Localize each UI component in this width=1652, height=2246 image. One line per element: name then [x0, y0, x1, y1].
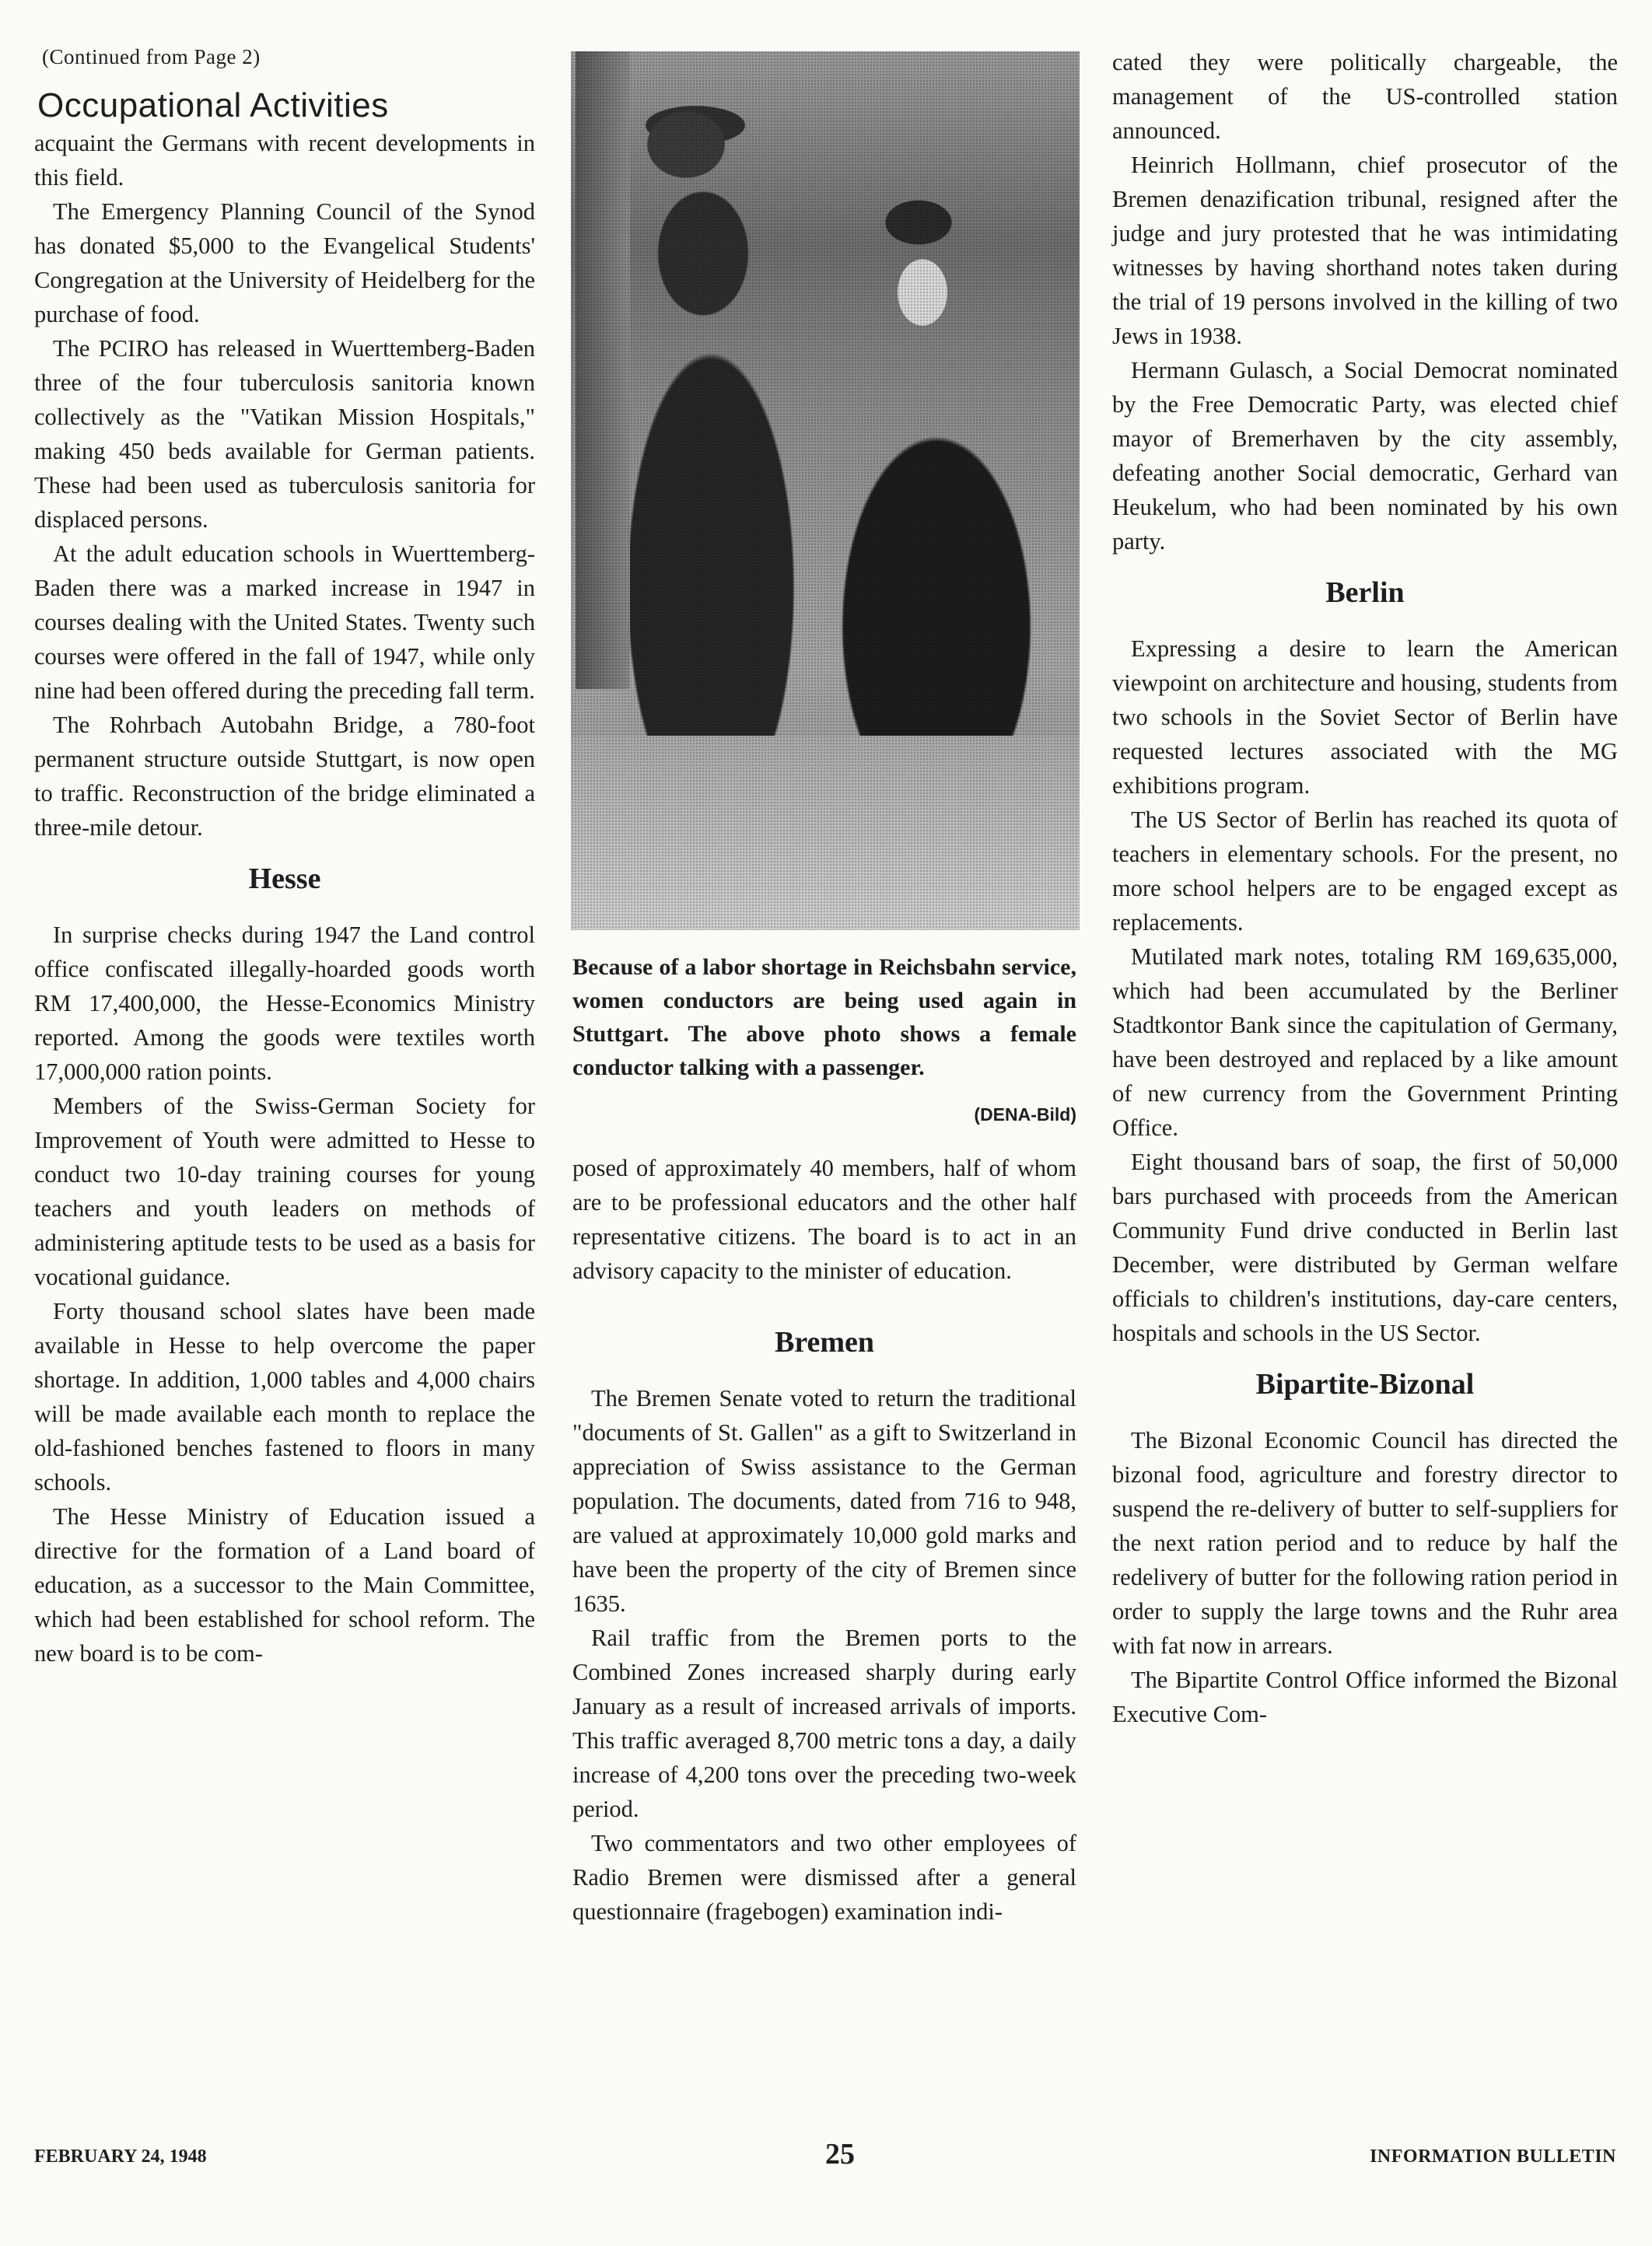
paragraph: At the adult education schools in Wuerttemberg-Baden there was a marked increase in 1947 in courses dealing with the United States. Twenty such courses were offered in the fall of 1947, while only nine had been offered during the preceding fall term.: [34, 541, 535, 704]
photo-train-door: [576, 51, 630, 689]
news-photo-conductor-and-passenger: [571, 51, 1080, 930]
paragraph: Hermann Gulasch, a Social Democrat nominated by the Free Democratic Party, was elected chief mayor of Bremerhaven by the city assembly, defeating another Social democratic, Gerhard van Heukelum, who had been nominated by his own party.: [1112, 357, 1618, 555]
photo-credit: (DENA-Bild): [974, 1104, 1076, 1125]
paragraph: The Bremen Senate voted to return the traditional "documents of St. Gallen" as a gift to Switzerland in appreciation of Swiss assistance to the German population. The documents, dated from 716 to 948, are valued at approximately 10,000 gold marks and have been the property of the city of Bremen since 1635.: [572, 1385, 1076, 1617]
section-heading-hesse: Hesse: [248, 862, 321, 895]
paragraph: The Bizonal Economic Council has directed the bizonal food, agriculture and forestry director to suspend the re-delivery of butter to self-suppliers for the next ration period and to reduce by half the redelivery of butter for the following ration period in order to supply the large towns and the Ruhr area with fat now in arrears.: [1112, 1427, 1618, 1659]
paragraph: Two commentators and two other employees of Radio Bremen were dismissed after a general questionnaire (fragebogen) examination indi-: [572, 1830, 1076, 1925]
paragraph: The Hesse Ministry of Education issued a directive for the formation of a Land board of education, as a successor to the Main Committee, which had been established for school reform. The new board is to be com-: [34, 1503, 535, 1667]
page-number: 25: [825, 2138, 855, 2171]
paragraph: Eight thousand bars of soap, the first of 50,000 bars purchased with proceeds from the American Community Fund drive conducted in Berlin last December, were distributed by German welfare officials to children's institutions, day-care centers, hospitals and schools in the US Sector.: [1112, 1149, 1618, 1346]
section-heading-bremen: Bremen: [774, 1326, 875, 1359]
footer-date: FEBRUARY 24, 1948: [34, 2146, 207, 2167]
paragraph: The Rohrbach Autobahn Bridge, a 780-foot permanent structure outside Stuttgart, is now open to traffic. Reconstruction of the bridge eliminated a three-mile detour.: [34, 712, 535, 841]
paragraph: The Bipartite Control Office informed the Bizonal Executive Com-: [1112, 1667, 1618, 1727]
column-middle: [572, 1151, 1076, 1929]
paragraph: Mutilated mark notes, totaling RM 169,635,000, which had been accumulated by the Berliner Stadtkontor Bank since the capitulation of Germany, have been destroyed and replaced by a like amount of new currency from the Government Printing Office.: [1112, 943, 1618, 1141]
article-title: Occupational Activities: [37, 86, 389, 124]
column-right: [1112, 45, 1618, 1731]
section-heading-bipartite-bizonal: Bipartite-Bizonal: [1255, 1368, 1475, 1401]
paragraph: In surprise checks during 1947 the Land control office confiscated illegally-hoarded goods worth RM 17,400,000, the Hesse-Economics Ministry reported. Among the goods were textiles worth 17,000,000 ration points.: [34, 922, 535, 1085]
photo-caption: Because of a labor shortage in Reichsbahn service, women conductors are being used again in Stuttgart. The above photo shows a female conductor talking with a passenger.: [572, 954, 1076, 1080]
paragraph: Members of the Swiss-German Society for Improvement of Youth were admitted to Hesse to conduct two 10-day training courses for young teachers and youth leaders on methods of administering aptitude tests to be used as a basis for vocational guidance.: [34, 1093, 535, 1290]
paragraph: Heinrich Hollmann, chief prosecutor of the Bremen denazification tribunal, resigned after the judge and jury protested that he was intimidating witnesses by having shorthand notes taken during the trial of 19 persons involved in the killing of two Jews in 1938.: [1112, 152, 1618, 349]
paragraph: The US Sector of Berlin has reached its quota of teachers in elementary schools. For the present, no more school helpers are to be engaged except as replacements.: [1112, 806, 1618, 936]
paragraph: The Emergency Planning Council of the Synod has donated $5,000 to the Evangelical Students' Congregation at the University of Heidelberg for the purchase of food.: [34, 198, 535, 327]
continued-label: (Continued from Page 2): [42, 45, 261, 68]
paragraph: Forty thousand school slates have been made available in Hesse to help overcome the paper shortage. In addition, 1,000 tables and 4,000 chairs will be made available each month to replace the old-fashioned benches fastened to floors in many schools.: [34, 1298, 535, 1496]
column-left: [34, 86, 535, 1671]
paragraph: acquaint the Germans with recent developments in this field.: [34, 130, 535, 191]
paragraph: cated they were politically chargeable, the management of the US-controlled station announced.: [1112, 49, 1618, 144]
paragraph: Expressing a desire to learn the American viewpoint on architecture and housing, students from two schools in the Soviet Sector of Berlin have requested lectures associated with the MG exhibitions program.: [1112, 635, 1618, 799]
paragraph: The PCIRO has released in Wuerttemberg-Baden three of the four tuberculosis sanitoria known collectively as the "Vatikan Mission Hospitals," making 450 beds available for German patients. These had been used as tuberculosis sanitoria for displaced persons.: [34, 335, 535, 533]
paragraph: posed of approximately 40 members, half of whom are to be professional educators and the other half representative citizens. The board is to act in an advisory capacity to the minister of education.: [572, 1155, 1076, 1284]
section-heading-berlin: Berlin: [1325, 576, 1405, 609]
paragraph: Rail traffic from the Bremen ports to the Combined Zones increased sharply during early January as a result of increased arrivals of imports. This traffic averaged 8,700 metric tons a day, a daily increase of 4,200 tons over the preceding two-week period.: [572, 1625, 1076, 1822]
photo-platform: [571, 736, 1080, 930]
footer-publication: INFORMATION BULLETIN: [1370, 2146, 1616, 2167]
